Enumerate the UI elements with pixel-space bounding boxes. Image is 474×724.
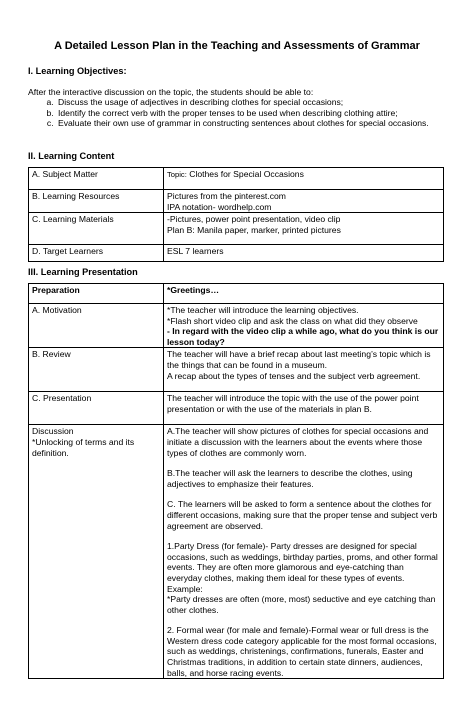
review-line: A recap about the types of tenses and the subject verb agreement. bbox=[167, 370, 421, 381]
review-content bbox=[164, 348, 444, 392]
table-row bbox=[29, 245, 444, 262]
motivation-line: *The teacher will introduce the learning objectives. bbox=[167, 305, 359, 315]
motivation-label: A. Motivation bbox=[29, 304, 164, 348]
review-line: The teacher will have a brief recap about last meeting’s topic which is the things that can be found in a museum. bbox=[167, 349, 431, 370]
row-label: D. Target Learners bbox=[29, 245, 164, 262]
topic-prefix: Topic: bbox=[167, 170, 187, 179]
topic-value: Clothes for Special Occasions bbox=[189, 169, 304, 179]
row-label: A. Subject Matter bbox=[29, 168, 164, 190]
discussion-label-cell bbox=[29, 425, 164, 679]
row-value bbox=[164, 190, 444, 213]
discussion-paragraph: C. The learners will be asked to form a sentence about the clothes for different occasions, making sure that the proper tense and subject verb agreement are observed. bbox=[167, 499, 438, 531]
discussion-sublabel: *Unlocking of terms and its definition. bbox=[32, 436, 135, 458]
discussion-label: Discussion bbox=[32, 426, 74, 437]
motivation-line: *Flash short video clip and ask the class on what did they observe bbox=[167, 315, 418, 326]
row-value bbox=[164, 213, 444, 245]
table-row bbox=[29, 392, 444, 425]
objective-item: c. Evaluate their own use of grammar in constructing sentences about clothes for special occasions. bbox=[56, 118, 461, 129]
learning-content-table bbox=[28, 167, 444, 262]
discussion-content bbox=[164, 425, 444, 679]
motivation-content bbox=[164, 304, 444, 348]
learning-presentation-heading: III. Learning Presentation bbox=[28, 267, 138, 277]
discussion-paragraph: B.The teacher will ask the learners to describe the clothes, using adjectives to emphasize their features. bbox=[167, 468, 413, 489]
greetings-header: *Greetings… bbox=[164, 284, 444, 304]
table-header-row bbox=[29, 284, 444, 304]
learning-presentation-table bbox=[28, 283, 444, 679]
preparation-header: Preparation bbox=[29, 284, 164, 304]
row-value bbox=[164, 168, 444, 190]
objective-item: b. Identify the correct verb with the proper tenses to be used when describing clothing attire; bbox=[56, 108, 461, 119]
discussion-paragraph: 1.Party Dress (for female)- Party dresses are designed for special occasions, such as weddings, birthday parties, proms, and other formal events. They are often more glamorous and eye-catching than everyday clothes, making them ideal for these types of events. bbox=[167, 541, 438, 583]
discussion-paragraph: A.The teacher will show pictures of clothes for special occasions and initiate a discussion with the learners about the events where those types of clothes are commonly worn. bbox=[167, 426, 429, 458]
material-line: -Pictures, power point presentation, video clip bbox=[167, 214, 341, 225]
material-line: Plan B: Manila paper, marker, printed pictures bbox=[167, 224, 341, 235]
table-row bbox=[29, 425, 444, 679]
review-label: B. Review bbox=[29, 348, 164, 392]
table-row bbox=[29, 304, 444, 348]
table-row bbox=[29, 213, 444, 245]
row-label: C. Learning Materials bbox=[29, 213, 164, 245]
table-row bbox=[29, 348, 444, 392]
row-value: ESL 7 learners bbox=[164, 245, 444, 262]
learning-content-heading: II. Learning Content bbox=[28, 151, 115, 161]
objective-item: a. Discuss the usage of adjectives in describing clothes for special occasions; bbox=[56, 97, 461, 108]
example-text: *Party dresses are often (more, most) seductive and eye catching than other clothes. bbox=[167, 594, 436, 615]
table-row bbox=[29, 168, 444, 190]
objectives-intro: After the interactive discussion on the topic, the students should be able to: bbox=[28, 87, 314, 97]
resource-line: IPA notation- wordhelp.com bbox=[167, 201, 272, 212]
row-label: B. Learning Resources bbox=[29, 190, 164, 213]
document-title: A Detailed Lesson Plan in the Teaching and Assessments of Grammar bbox=[54, 40, 420, 52]
presentation-label: C. Presentation bbox=[29, 392, 164, 425]
example-label: Example: bbox=[167, 583, 203, 594]
table-row bbox=[29, 190, 444, 213]
objectives-list bbox=[40, 97, 461, 129]
resource-line: Pictures from the pinterest.com bbox=[167, 191, 286, 201]
motivation-question: - In regard with the video clip a while ago, what do you think is our lesson today? bbox=[167, 326, 439, 347]
presentation-content: The teacher will introduce the topic with the use of the power point presentation or with the use of the materials in plan B. bbox=[164, 392, 444, 425]
learning-objectives-heading: I. Learning Objectives: bbox=[28, 66, 127, 76]
discussion-paragraph: 2. Formal wear (for male and female)-Formal wear or full dress is the Western dress code category applicable for the most formal occasions, such as weddings, christenings, confirmations, funerals, Easter and Christmas traditions, in addition to certain state dinners, audiences, balls, and horse racing events. bbox=[167, 625, 437, 678]
